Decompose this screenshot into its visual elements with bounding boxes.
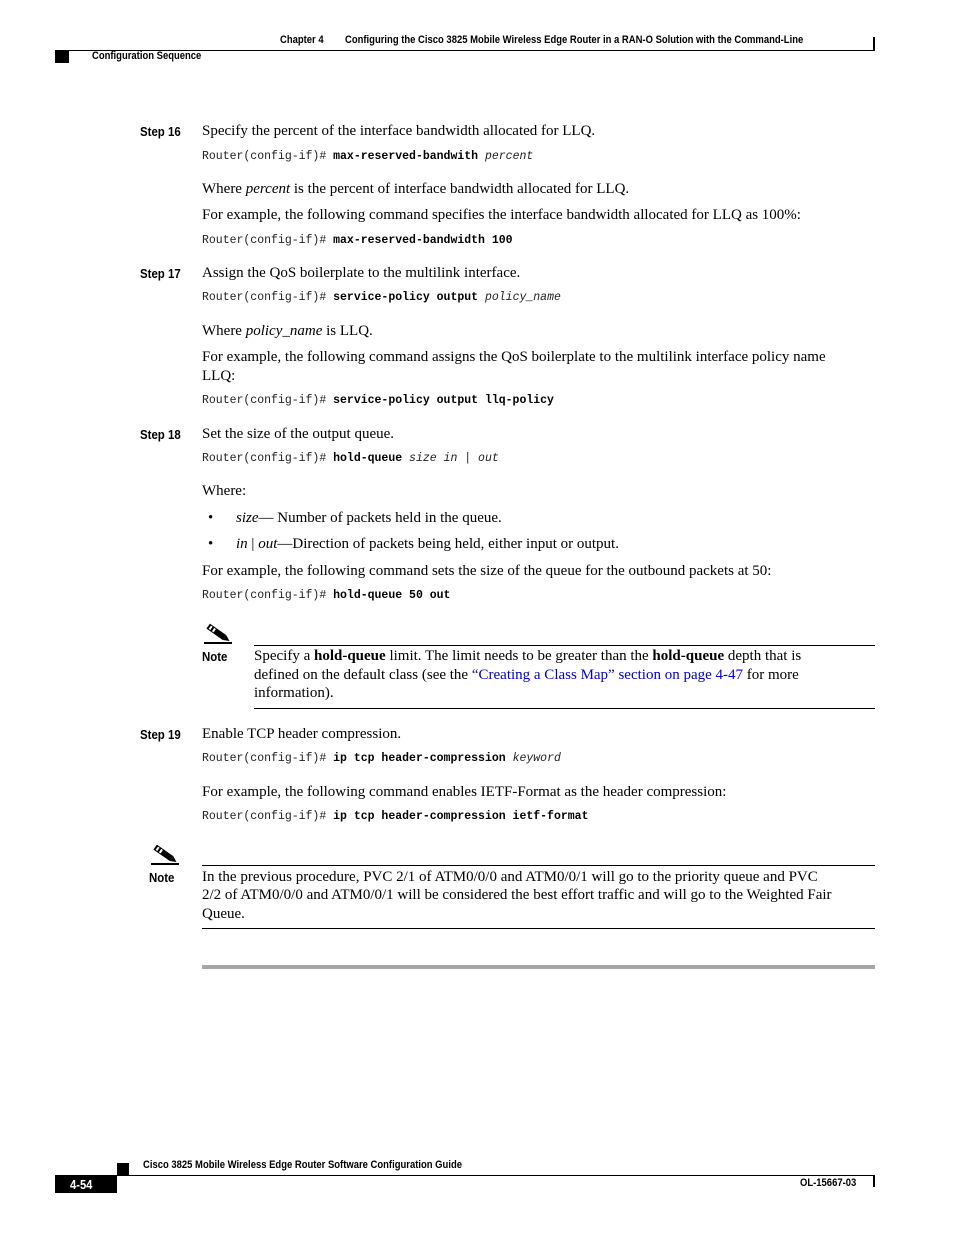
note-label: Note xyxy=(202,649,228,664)
final-note-line2: 2/2 of ATM0/0/0 and ATM0/0/1 will be considered the best effort traffic and will go to the Weighted Fair xyxy=(202,887,832,903)
note-pencil-icon xyxy=(150,843,180,865)
step-17-example-line1: For example, the following command assigns the QoS boilerplate to the multilink interface policy name xyxy=(202,349,826,365)
step-18-code-example: Router(config-if)# hold-queue 50 out xyxy=(202,589,451,602)
note-line2: defined on the default class (see the “Creating a Class Map” section on page 4-47 for more xyxy=(254,667,799,683)
step-16-label: Step 16 xyxy=(140,124,181,139)
step-19-example: For example, the following command enables IETF-Format as the header compression: xyxy=(202,784,727,800)
step-17-code-example: Router(config-if)# service-policy output llq-policy xyxy=(202,394,554,407)
final-note-label: Note xyxy=(149,870,175,885)
step-17-label: Step 17 xyxy=(140,266,181,281)
step-16-text: Specify the percent of the interface bandwidth allocated for LLQ. xyxy=(202,123,596,139)
step-18-code-syntax: Router(config-if)# hold-queue size in | out xyxy=(202,452,499,465)
final-note-line3: Queue. xyxy=(202,906,245,922)
footer-block xyxy=(117,1163,129,1175)
step-17-code-syntax: Router(config-if)# service-policy output policy_name xyxy=(202,291,561,304)
step-19-code-syntax: Router(config-if)# ip tcp header-compression keyword xyxy=(202,752,561,765)
step-18-label: Step 18 xyxy=(140,427,181,442)
final-note-bottom-rule xyxy=(202,928,875,929)
footer-tick xyxy=(873,1175,875,1187)
note-line3: information). xyxy=(254,685,334,701)
step-19-label: Step 19 xyxy=(140,727,181,742)
step-19-code-example: Router(config-if)# ip tcp header-compression ietf-format xyxy=(202,810,589,823)
step-16-where: Where percent is the percent of interface bandwidth allocated for LLQ. xyxy=(202,181,630,197)
step-16-example: For example, the following command specifies the interface bandwidth allocated for LLQ as 100%: xyxy=(202,207,801,223)
step-18-bullet-size: • size— Number of packets held in the queue. xyxy=(208,510,502,526)
header-block xyxy=(55,51,69,63)
header-section: Configuration Sequence xyxy=(92,50,202,62)
step-18-text: Set the size of the output queue. xyxy=(202,426,395,442)
footer-rule xyxy=(117,1175,875,1176)
footer-guide-title: Cisco 3825 Mobile Wireless Edge Router Software Configuration Guide xyxy=(143,1159,462,1171)
note-pencil-icon xyxy=(203,622,233,644)
step-17-text: Assign the QoS boilerplate to the multilink interface. xyxy=(202,265,521,281)
note-top-rule xyxy=(254,645,875,646)
note-line1: Specify a hold-queue limit. The limit needs to be greater than the hold-queue depth that is xyxy=(254,648,802,664)
step-17-example-line2: LLQ: xyxy=(202,368,236,384)
note-bottom-rule xyxy=(254,708,875,709)
bullet-icon: • xyxy=(208,510,214,526)
step-18-bullet-direction: • in | out—Direction of packets being held, either input or output. xyxy=(208,536,619,552)
header-chapter: Chapter 4 xyxy=(280,34,324,46)
header-chapter-title: Configuring the Cisco 3825 Mobile Wireless Edge Router in a RAN-O Solution with the Command-Line xyxy=(345,34,804,46)
step-17-where: Where policy_name is LLQ. xyxy=(202,323,373,339)
step-18-example: For example, the following command sets the size of the queue for the outbound packets at 50: xyxy=(202,563,772,579)
step-16-code-syntax: Router(config-if)# max-reserved-bandwith percent xyxy=(202,150,534,163)
creating-class-map-link[interactable]: “Creating a Class Map” section on page 4-47 xyxy=(471,667,744,683)
step-19-text: Enable TCP header compression. xyxy=(202,726,402,742)
step-18-where: Where: xyxy=(202,483,247,499)
final-note-top-rule xyxy=(202,865,875,866)
header-tick xyxy=(873,37,875,50)
final-note-line1: In the previous procedure, PVC 2/1 of ATM0/0/0 and ATM0/0/1 will go to the priority queue and PVC xyxy=(202,869,818,885)
step-16-code-example: Router(config-if)# max-reserved-bandwidth 100 xyxy=(202,234,513,247)
footer-doc-id: OL-15667-03 xyxy=(800,1177,857,1189)
footer-page-number: 4-54 xyxy=(70,1177,93,1192)
section-end-bar xyxy=(202,965,875,969)
bullet-icon: • xyxy=(208,536,214,552)
